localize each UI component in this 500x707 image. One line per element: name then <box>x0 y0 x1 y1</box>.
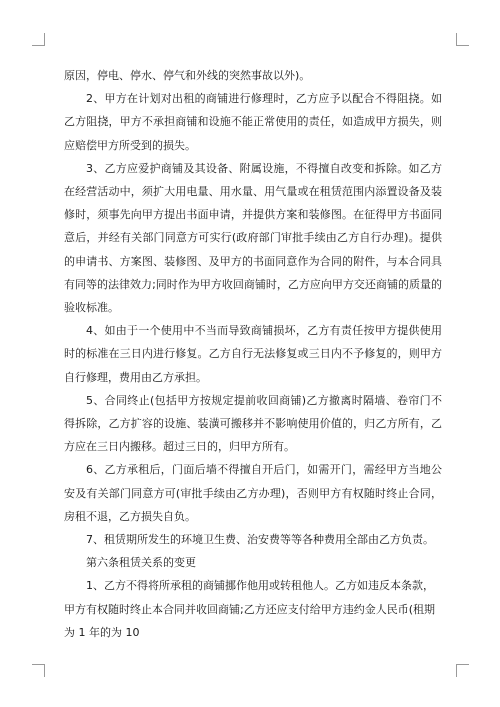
paragraph-continuation: 原因，停电、停水、停气和外线的突然事故以外)。 <box>64 69 311 82</box>
crop-mark-bottom-left <box>32 664 45 677</box>
paragraph-clause-3: 3、乙方应爱护商铺及其设备、附属设施，不得擅自改变和拆除。如乙方在经营活动中，须扩大用电量、用水量、用气量或在租赁范围内添置设备及装修时，须事先向甲方提出书面申请，并提供方案和装修图。在征得甲方书面同意后，并经有关部门同意方可实行(政府部门审批手续由乙方自行办理)。提供的申请书、方案图、装修图、及甲方的书面同意作为合同的附件，与本合同具有同等的法律效力;同时作为甲方收回商铺时，乙方应向甲方交还商铺的质量的验收标准。 <box>64 161 442 315</box>
paragraph-clause-7: 7、租赁期所发生的环境卫生费、治安费等等各种费用全部由乙方负责。 <box>86 533 434 547</box>
crop-mark-top-left <box>32 33 45 46</box>
crop-mark-bottom-right <box>456 664 469 677</box>
paragraph-clause-4: 4、如由于一个使用中不当而导致商铺损坏，乙方有责任按甲方提供使用时的标准在三日内进行修复。乙方自行无法修复或三日内不予修复的，则甲方自行修理，费用由乙方承担。 <box>64 324 442 384</box>
paragraph-clause-6: 6、乙方承租后，门面后墙不得擅自开后门，如需开门，需经甲方当地公安及有关部门同意方可(审批手续由乙方办理)，否则甲方有权随时终止合同，房租不退，乙方损失自负。 <box>64 463 442 523</box>
paragraph-clause-5: 5、合同终止(包括甲方按规定提前收回商铺)乙方撤离时隔墙、卷帘门不得拆除，乙方扩容的设施、装潢可搬移并不影响使用价值的，归乙方所有，乙方应在三日内搬移。超过三日的，归甲方所有。 <box>64 393 442 454</box>
document-body <box>64 64 442 644</box>
paragraph-article-6-clause-1: 1、乙方不得将所承租的商铺挪作他用或转租他人。乙方如违反本条款，甲方有权随时终止本合同并收回商铺;乙方还应支付给甲方违约金人民币(租期为 1 年的为 10 <box>64 579 435 639</box>
section-heading-article-6: 第六条租赁关系的变更 <box>86 556 196 570</box>
paragraph-clause-2: 2、甲方在计划对出租的商铺进行修理时，乙方应予以配合不得阻挠。如乙方阻挠，甲方不承担商铺和设施不能正常使用的责任，如造成甲方损失，则应赔偿甲方所受到的损失。 <box>64 92 442 152</box>
crop-mark-top-right <box>456 33 469 46</box>
